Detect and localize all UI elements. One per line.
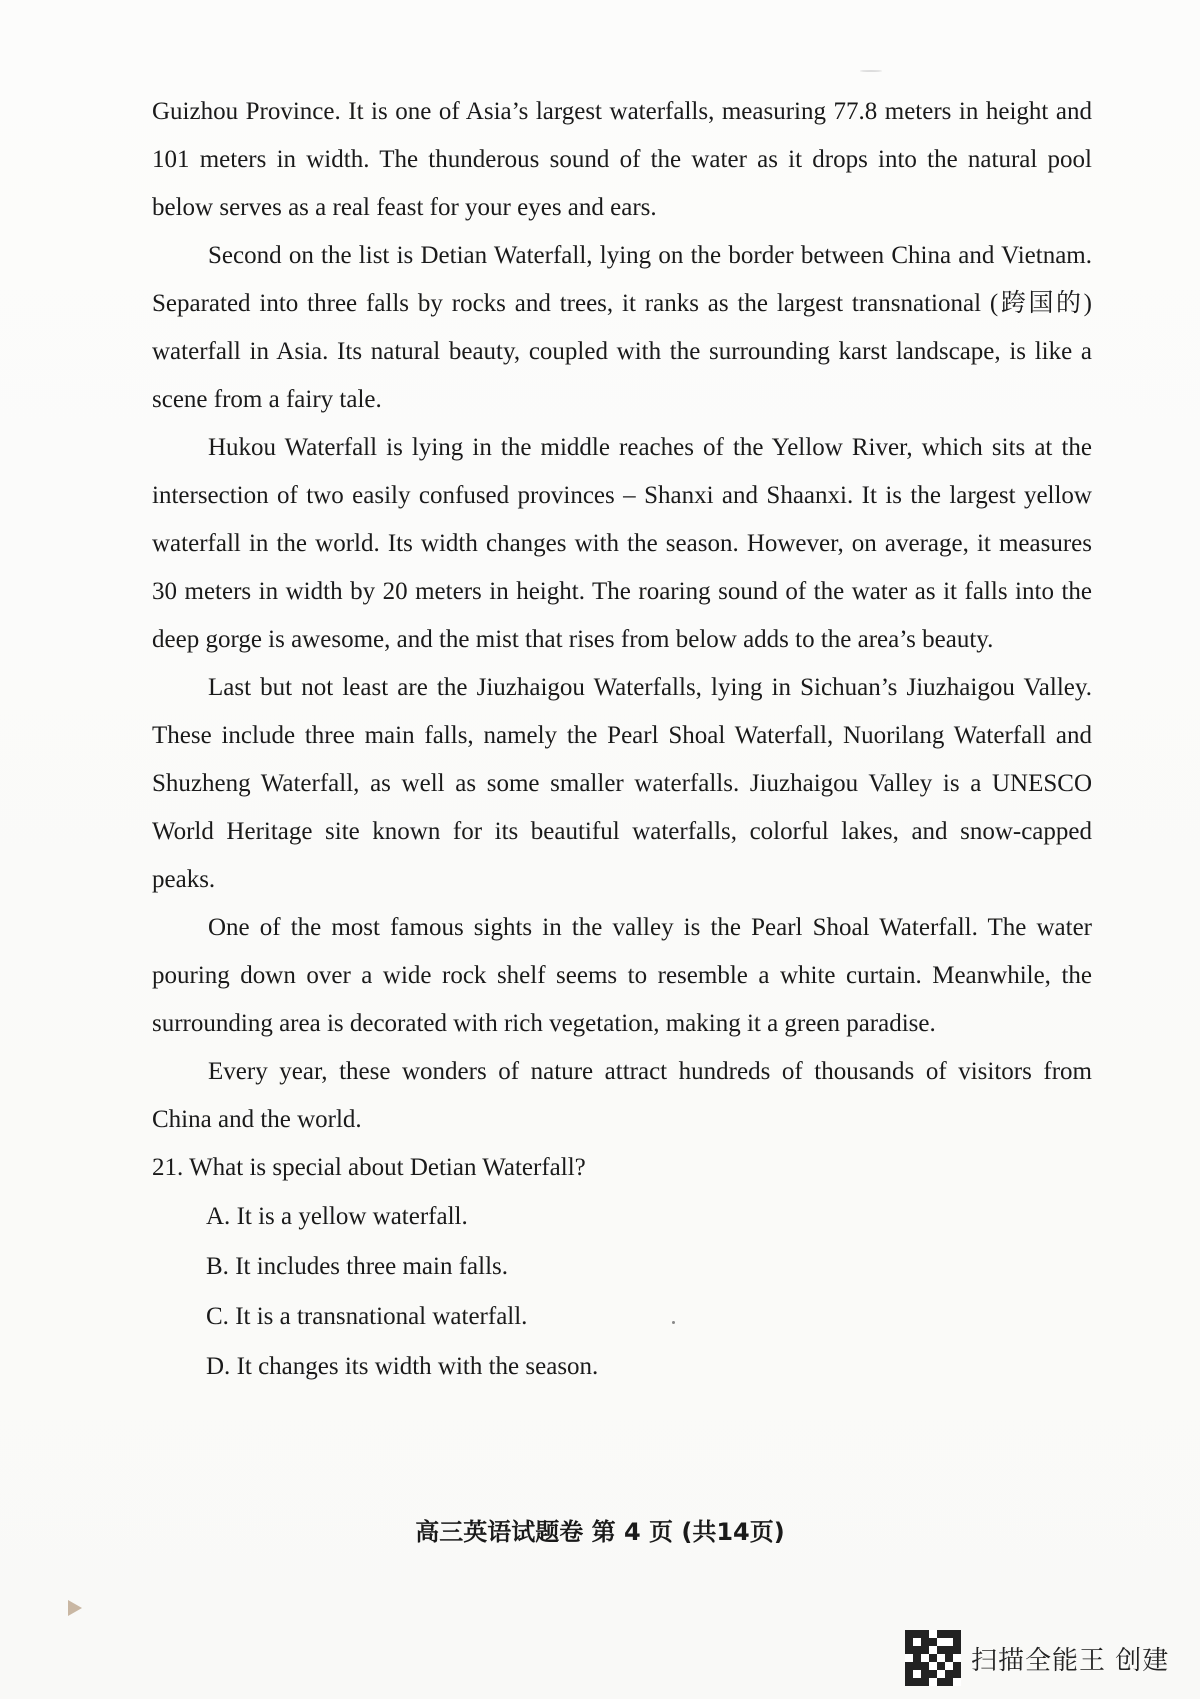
scan-speck — [672, 1321, 675, 1324]
qr-code-icon — [905, 1630, 961, 1686]
passage-paragraph-6: Every year, these wonders of nature attract hundreds of thousands of visitors from China and the world. — [152, 1058, 1092, 1133]
option-letter: D. — [206, 1353, 231, 1380]
scanner-watermark — [905, 1630, 1169, 1686]
page-footer: 高三英语试题卷 第 4 页 (共14页) — [415, 1518, 785, 1546]
option-text: It is a transnational waterfall. — [235, 1303, 528, 1330]
question-number: 21. — [152, 1154, 184, 1181]
option-d — [152, 1342, 1092, 1392]
reading-passage — [152, 88, 1092, 1392]
passage-paragraph-3: Hukou Waterfall is lying in the middle reaches of the Yellow River, which sits at the intersection of two easily confused provinces – Shanxi and Shaanxi. It is the largest yellow waterfall in the world. Its width changes with the season. However, on average, it measures 30 meters in width by 20 meters in height. The roaring sound of the water as it falls into the deep gorge is awesome, and the mist that rises from below adds to the area’s beauty. — [152, 434, 1092, 653]
option-text: It changes its width with the season. — [236, 1353, 599, 1380]
option-text: It is a yellow waterfall. — [236, 1203, 468, 1230]
corner-mark-icon — [68, 1600, 82, 1616]
option-a — [152, 1192, 1092, 1242]
passage-paragraph-4: Last but not least are the Jiuzhaigou Waterfalls, lying in Sichuan’s Jiuzhaigou Valley. These include three main falls, namely the Pearl Shoal Waterfall, Nuorilang Waterfall and Shuzheng Waterfall, as well as some smaller waterfalls. Jiuzhaigou Valley is a UNESCO World Heritage site known for its beautiful waterfalls, colorful lakes, and snow-capped peaks. — [152, 674, 1092, 893]
option-letter: A. — [206, 1203, 231, 1230]
option-text: It includes three main falls. — [235, 1253, 509, 1280]
question-21 — [152, 1144, 1092, 1192]
option-c — [152, 1292, 1092, 1342]
passage-paragraph-2: Second on the list is Detian Waterfall, lying on the border between China and Vietnam. Separated into three falls by rocks and trees, it ranks as the largest transnational (跨国的) waterfall in Asia. Its natural beauty, coupled with the surrounding karst landscape, is like a scene from a fairy tale. — [152, 242, 1092, 413]
passage-paragraph-1: Guizhou Province. It is one of Asia’s largest waterfalls, measuring 77.8 meters in height and 101 meters in width. The thunderous sound of the water as it drops into the natural pool below serves as a real feast for your eyes and ears. — [152, 98, 1092, 221]
option-letter: B. — [206, 1253, 229, 1280]
scan-speck — [860, 70, 882, 72]
question-stem: What is special about Detian Waterfall? — [189, 1154, 586, 1181]
option-b — [152, 1242, 1092, 1292]
option-letter: C. — [206, 1303, 229, 1330]
scanner-label: 扫描全能王 创建 — [971, 1645, 1170, 1676]
passage-paragraph-5: One of the most famous sights in the valley is the Pearl Shoal Waterfall. The water pouring down over a wide rock shelf seems to resemble a white curtain. Meanwhile, the surrounding area is decorated with rich vegetation, making it a green paradise. — [152, 914, 1092, 1037]
